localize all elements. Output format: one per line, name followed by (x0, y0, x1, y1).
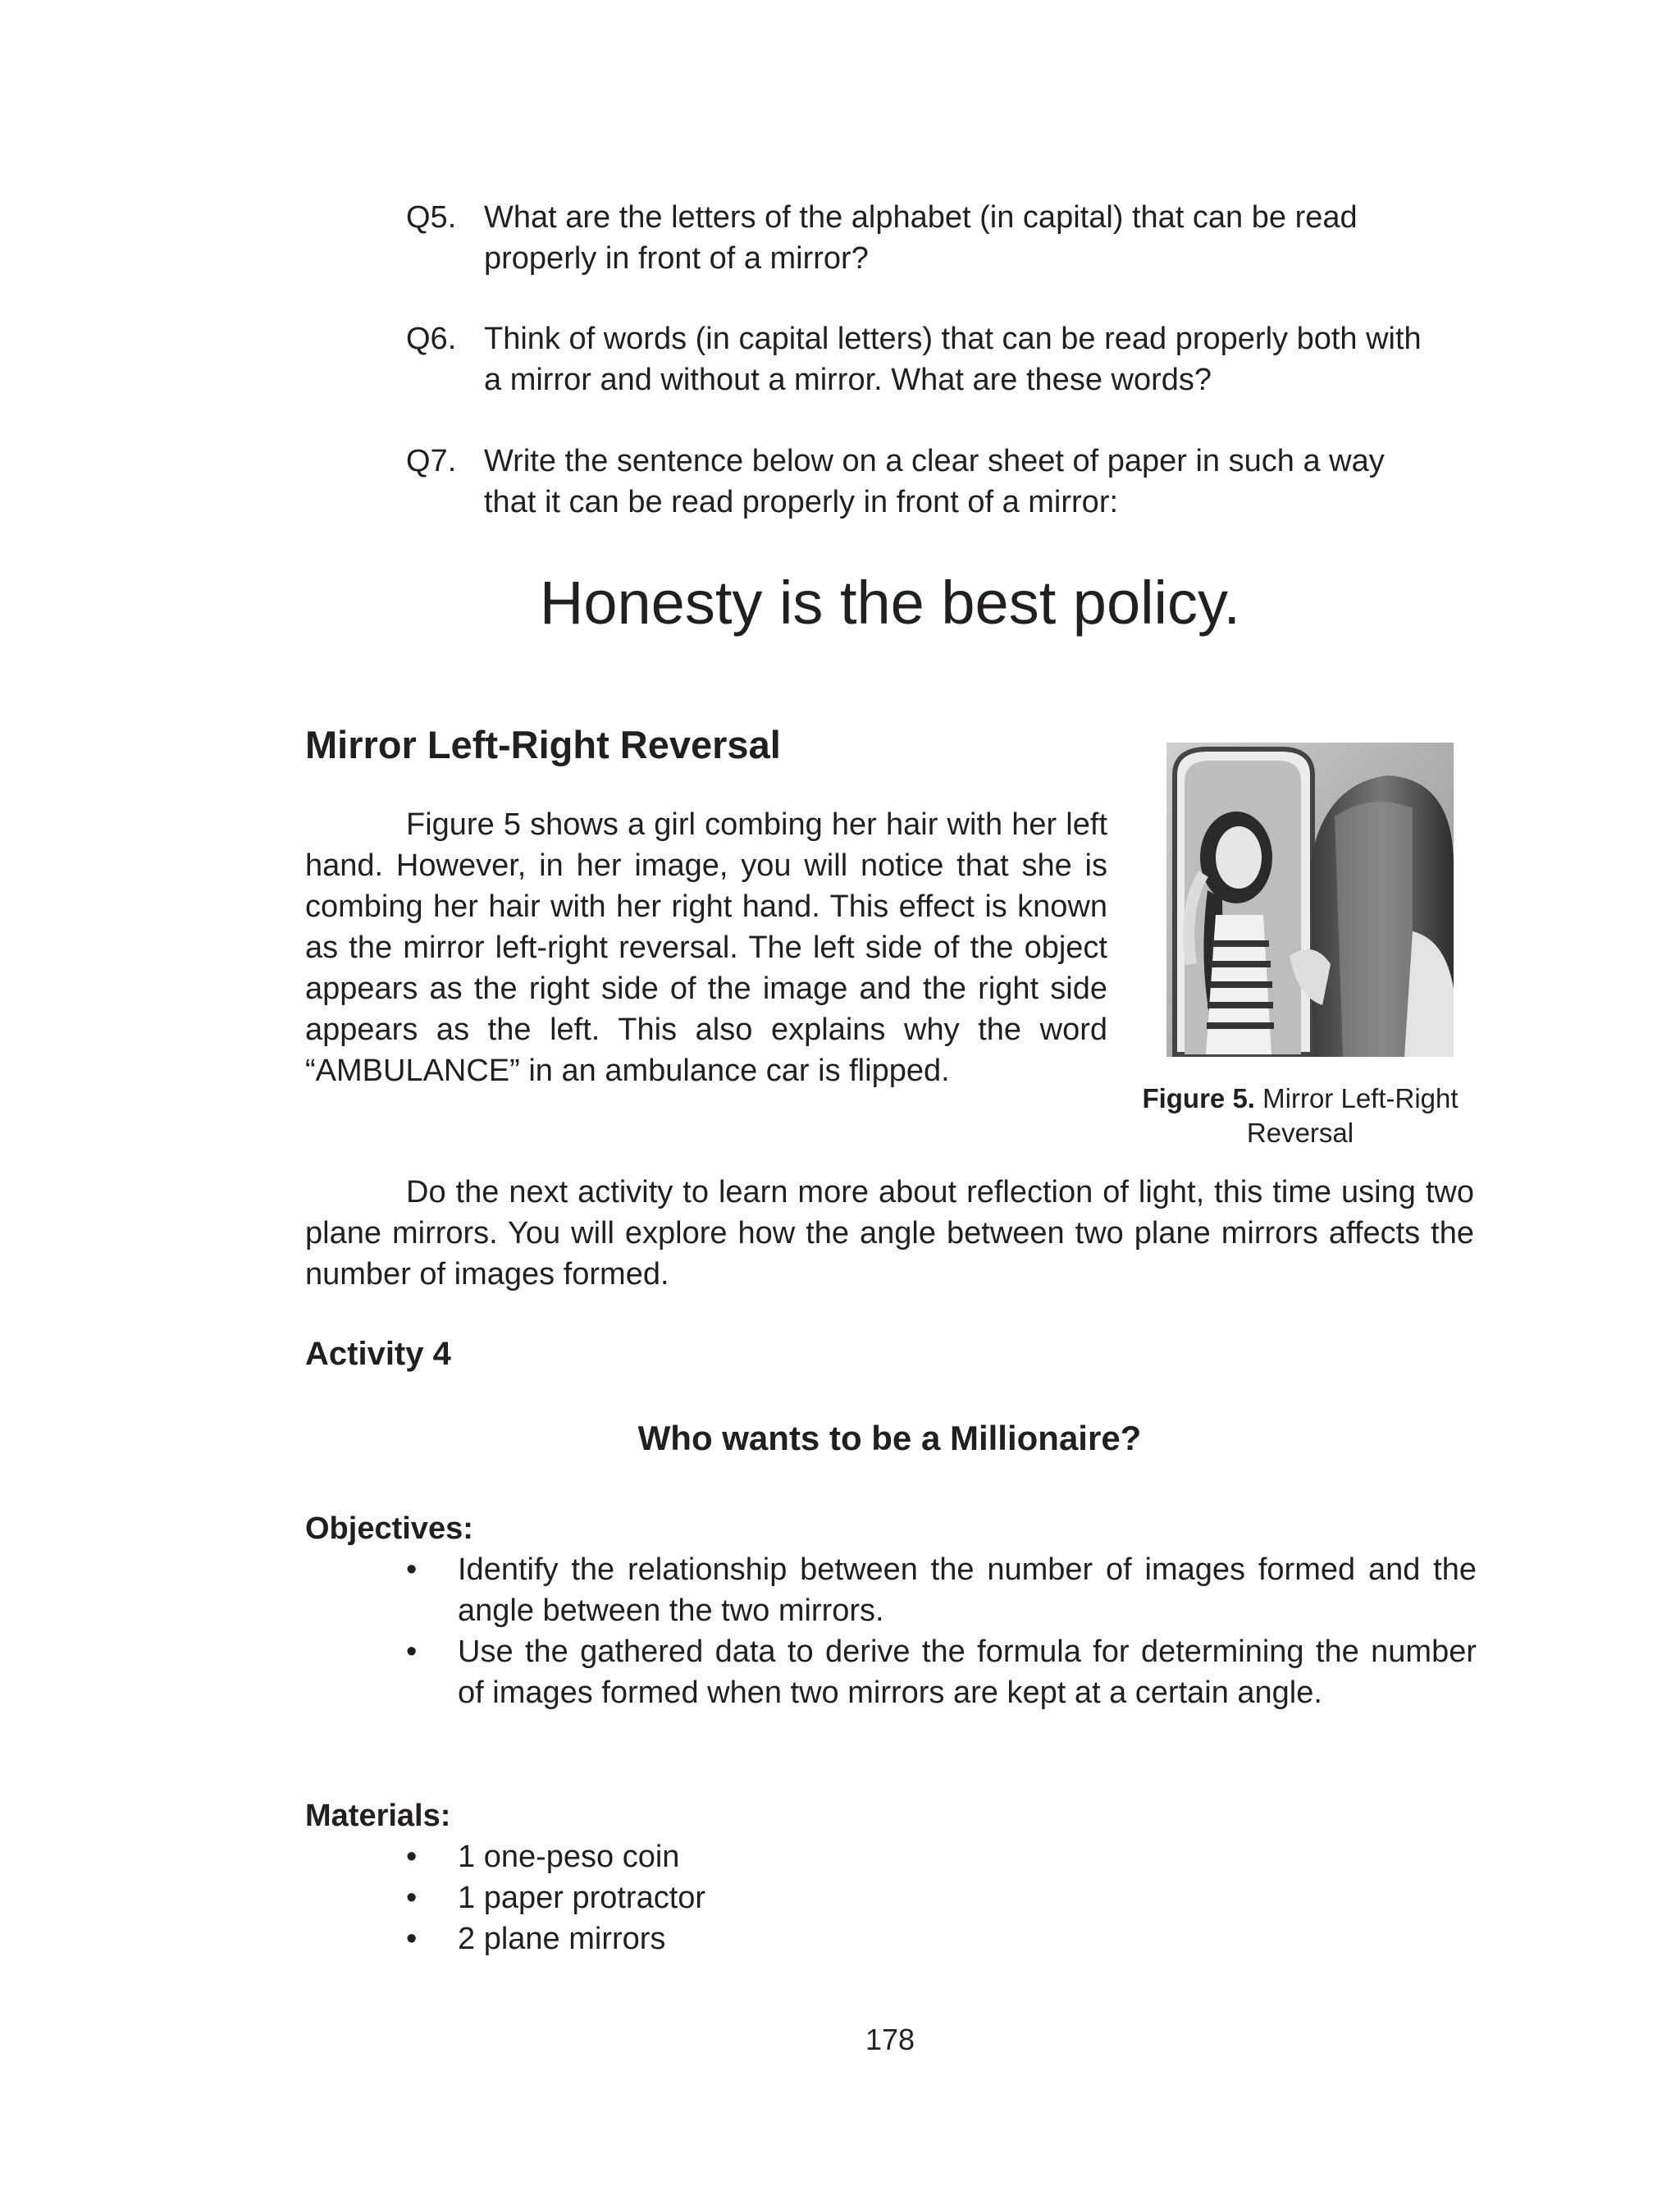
question-line: a mirror and without a mirror. What are these words? (484, 363, 1212, 397)
mirror-girl-illustration (1166, 743, 1454, 1057)
activity-title: Who wants to be a Millionaire? (637, 1419, 1142, 1457)
list-item (406, 1877, 1477, 1918)
objective-text: Identify the relationship between the number of images formed and the angle between the two mirrors. (458, 1552, 1477, 1628)
question-q6 (406, 318, 1489, 400)
material-text: 2 plane mirrors (458, 1922, 666, 1956)
question-q5 (406, 197, 1489, 279)
figure-caption (1128, 1081, 1472, 1150)
list-item (406, 1918, 1477, 1959)
section-paragraph: Figure 5 shows a girl combing her hair with her left hand. However, in her image, you will notice that she is combing her hair with her right hand. This effect is known as the mirror left-right reversal. The left side of the object appears as the right side of the image and the right side appears as the left. This also explains why the word “AMBULANCE” in an ambulance car is flipped. (305, 807, 1107, 1088)
bullet-icon: • (406, 1881, 418, 1915)
objectives-label: Objectives: (305, 1511, 473, 1546)
materials-list (406, 1836, 1477, 1959)
figure-caption-text: Mirror Left-Right Reversal (1246, 1083, 1459, 1148)
activity-heading: Activity 4 (305, 1336, 451, 1372)
objectives-list (406, 1549, 1477, 1713)
bullet-icon: • (406, 1552, 418, 1587)
section-title: Mirror Left-Right Reversal (305, 723, 781, 766)
materials-label: Materials: (305, 1799, 451, 1833)
question-number: Q5. (406, 200, 457, 235)
question-q7 (406, 441, 1489, 523)
page-number: 178 (865, 2023, 915, 2056)
bullet-icon: • (406, 1634, 418, 1669)
figure-label: Figure 5. (1142, 1083, 1255, 1113)
question-line: Write the sentence below on a clear sheet of paper in such a way (484, 444, 1385, 478)
question-line: What are the letters of the alphabet (in capital) that can be read (484, 200, 1358, 235)
bullet-icon: • (406, 1840, 418, 1874)
list-item (406, 1836, 1477, 1877)
question-text (406, 197, 1489, 279)
question-line: properly in front of a mirror? (484, 241, 869, 276)
question-line: Think of words (in capital letters) that can be read properly both with (484, 322, 1422, 356)
question-text (406, 441, 1489, 523)
figure-photo (1166, 743, 1454, 1057)
list-item (406, 1549, 1477, 1631)
question-line: that it can be read properly in front of a mirror: (484, 485, 1119, 519)
motto-sentence: Honesty is the best policy. (539, 569, 1241, 637)
objective-text: Use the gathered data to derive the formula for determining the number of images formed when two mirrors are kept at a certain angle. (458, 1634, 1477, 1710)
question-number: Q7. (406, 444, 457, 478)
material-text: 1 one-peso coin (458, 1840, 680, 1874)
next-activity-paragraph: Do the next activity to learn more about reflection of light, this time using two plane mirrors. You will explore how the angle between two plane mirrors affects the number of images formed. (305, 1175, 1474, 1292)
material-text: 1 paper protractor (458, 1881, 706, 1915)
question-text (406, 318, 1489, 400)
question-number: Q6. (406, 322, 457, 356)
bullet-icon: • (406, 1922, 418, 1956)
list-item (406, 1631, 1477, 1713)
